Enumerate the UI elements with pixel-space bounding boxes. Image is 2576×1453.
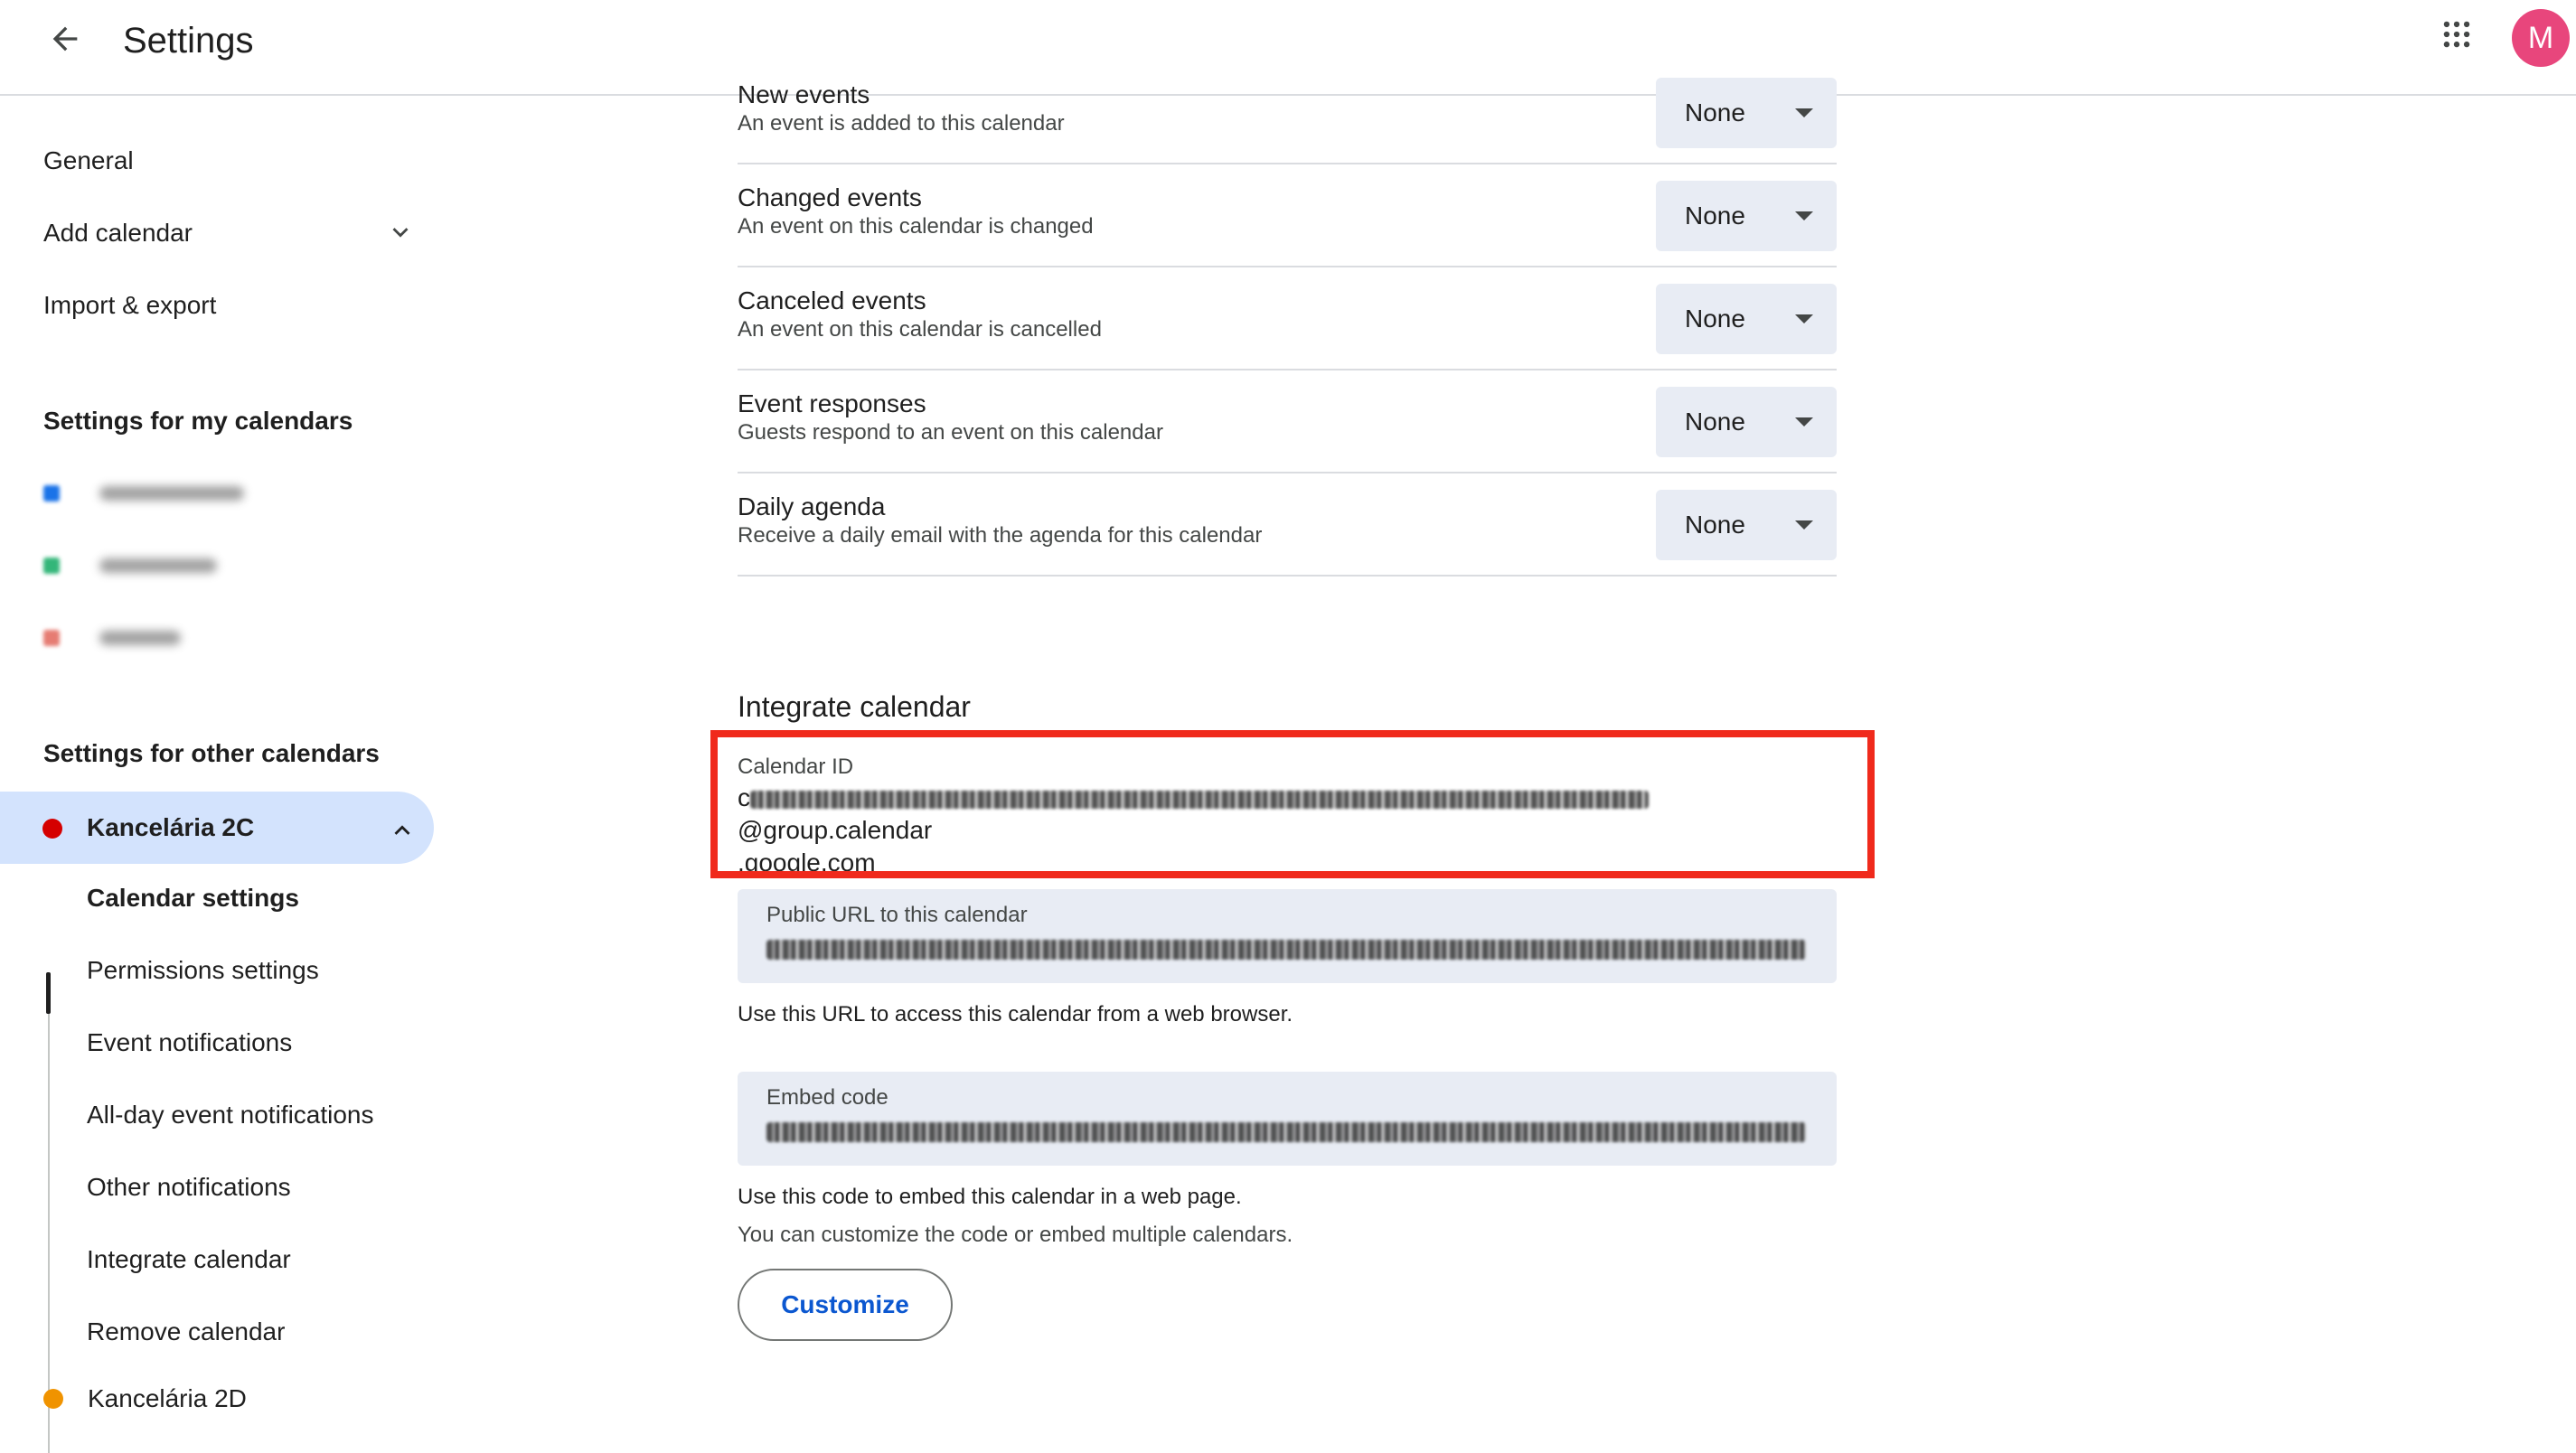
sidebar-item-all-day-notifications[interactable]: All-day event notifications — [87, 1101, 374, 1129]
notification-description: An event on this calendar is cancelled — [738, 317, 1102, 342]
integrate-calendar-title: Integrate calendar — [738, 690, 971, 723]
calendar-color-icon — [43, 630, 60, 646]
notification-select[interactable] — [1656, 78, 1837, 148]
notification-description: An event on this calendar is changed — [738, 214, 1094, 239]
embed-code-label: Embed code — [766, 1085, 888, 1110]
my-calendar-item[interactable] — [43, 475, 244, 511]
notification-row-canceled-events — [738, 267, 1837, 370]
notification-title: Event responses — [738, 389, 926, 417]
sidebar-item-import-export[interactable]: Import & export — [43, 291, 217, 319]
public-url-help: Use this URL to access this calendar from a web browser. — [738, 1002, 1293, 1026]
next-calendar-label: Kancelária 2D — [88, 1384, 247, 1412]
apps-grid-icon — [2440, 17, 2474, 56]
my-calendar-item[interactable] — [43, 548, 217, 584]
arrow-left-icon — [47, 21, 83, 61]
redacted-calendar-name — [99, 486, 244, 501]
notification-row-event-responses — [738, 370, 1837, 473]
notification-select[interactable] — [1656, 284, 1837, 354]
subnav-active-indicator — [46, 972, 51, 1014]
redacted-calendar-name — [99, 631, 181, 645]
sidebar-item-add-calendar[interactable] — [43, 217, 416, 249]
sidebar-item-other-notifications[interactable]: Other notifications — [87, 1173, 291, 1201]
redacted-calendar-id — [750, 791, 1649, 809]
sidebar-item-next-calendar[interactable] — [43, 1384, 247, 1412]
my-calendars-heading: Settings for my calendars — [43, 407, 353, 435]
notification-row-new-events — [738, 61, 1837, 164]
redacted-embed-code — [766, 1122, 1806, 1142]
sidebar-item-event-notifications[interactable]: Event notifications — [87, 1028, 293, 1056]
notification-title: Changed events — [738, 183, 922, 211]
notification-title: Daily agenda — [738, 492, 886, 520]
redacted-public-url — [766, 940, 1806, 960]
embed-code-help-2: You can customize the code or embed multiple calendars. — [738, 1223, 1293, 1247]
notification-title: Canceled events — [738, 286, 926, 314]
sidebar-item-integrate-calendar[interactable]: Integrate calendar — [87, 1245, 291, 1273]
calendar-id-prefix: c — [738, 783, 750, 811]
calendar-id-value[interactable] — [738, 782, 1838, 879]
sidebar-item-remove-calendar[interactable]: Remove calendar — [87, 1317, 286, 1345]
chevron-up-icon — [387, 815, 418, 850]
chevron-down-icon — [385, 217, 416, 256]
select-value: None — [1685, 408, 1745, 436]
sidebar-item-active-calendar[interactable] — [0, 792, 434, 864]
notification-description: An event is added to this calendar — [738, 111, 1065, 136]
calendar-color-icon — [42, 819, 62, 839]
select-value: None — [1685, 202, 1745, 230]
sidebar-item-permissions-settings[interactable]: Permissions settings — [87, 956, 319, 984]
page-title: Settings — [123, 21, 254, 61]
notification-select[interactable] — [1656, 387, 1837, 457]
select-value: None — [1685, 305, 1745, 333]
calendar-color-icon — [43, 1389, 63, 1409]
redacted-calendar-name — [99, 558, 217, 573]
notification-description: Receive a daily email with the agenda for this calendar — [738, 523, 1263, 548]
subnav-rail — [48, 972, 50, 1453]
settings-content — [738, 80, 1838, 1404]
sidebar-item-general[interactable]: General — [43, 146, 134, 174]
settings-sidebar — [0, 98, 470, 1412]
select-value: None — [1685, 98, 1745, 127]
active-calendar-label: Kancelária 2C — [87, 813, 255, 841]
calendar-id-label: Calendar ID — [738, 755, 854, 779]
calendar-id-suffix-2: .google.com — [738, 848, 876, 876]
embed-code-field[interactable] — [738, 1072, 1837, 1166]
notification-title: New events — [738, 80, 870, 108]
dropdown-arrow-icon — [1795, 520, 1813, 530]
dropdown-arrow-icon — [1795, 314, 1813, 323]
notification-select[interactable] — [1656, 490, 1837, 560]
dropdown-arrow-icon — [1795, 211, 1813, 220]
calendar-color-icon — [43, 558, 60, 574]
public-url-field[interactable] — [738, 889, 1837, 983]
public-url-label: Public URL to this calendar — [766, 903, 1028, 927]
apps-button[interactable] — [2433, 13, 2480, 60]
dropdown-arrow-icon — [1795, 417, 1813, 427]
calendar-id-suffix: @group.calendar — [738, 816, 933, 844]
notification-row-daily-agenda — [738, 473, 1837, 577]
calendar-color-icon — [43, 485, 60, 502]
customize-button[interactable]: Customize — [738, 1269, 953, 1341]
notification-select[interactable] — [1656, 181, 1837, 251]
sidebar-item-calendar-settings[interactable]: Calendar settings — [87, 884, 299, 912]
other-calendars-heading: Settings for other calendars — [43, 739, 380, 767]
dropdown-arrow-icon — [1795, 108, 1813, 117]
select-value: None — [1685, 511, 1745, 539]
my-calendar-item[interactable] — [43, 620, 181, 656]
account-avatar[interactable]: M — [2512, 9, 2570, 67]
notification-row-changed-events — [738, 164, 1837, 267]
back-button[interactable] — [40, 15, 90, 66]
notification-description: Guests respond to an event on this calendar — [738, 420, 1163, 445]
embed-code-help: Use this code to embed this calendar in a web page. — [738, 1185, 1242, 1209]
sidebar-item-label: Add calendar — [43, 219, 193, 247]
